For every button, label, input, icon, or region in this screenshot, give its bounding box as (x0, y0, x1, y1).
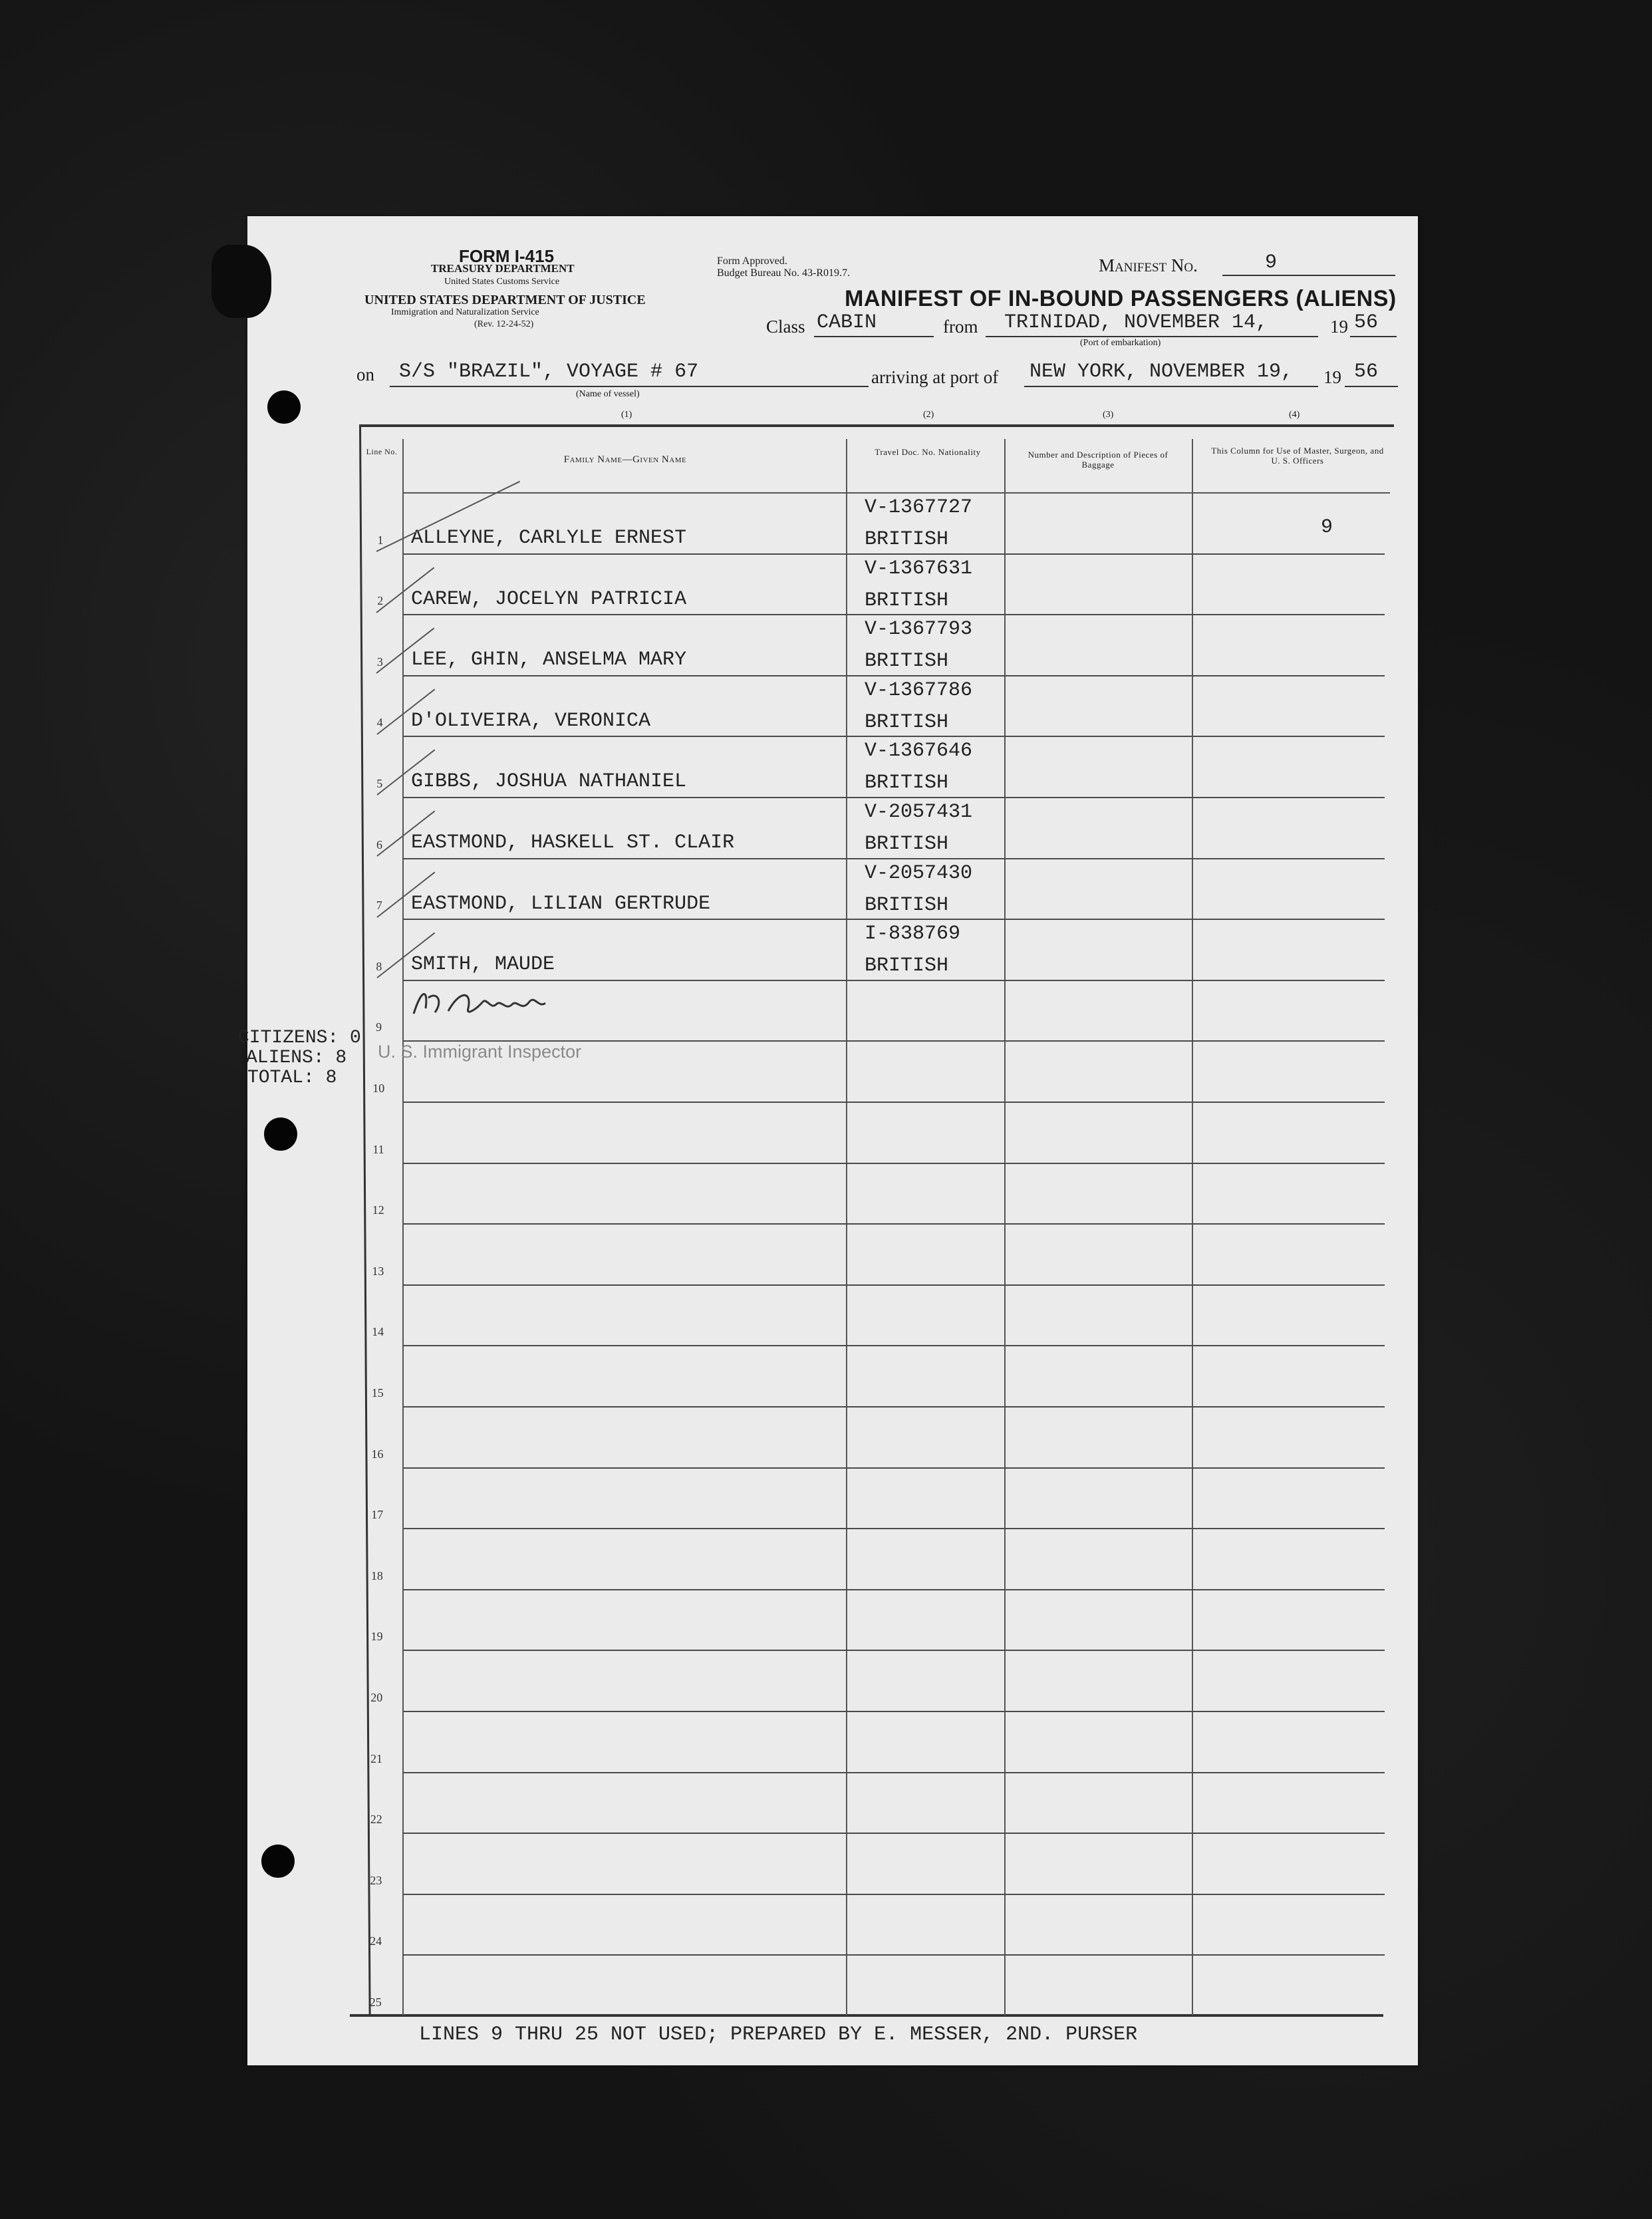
row-rule (404, 1772, 1385, 1773)
row-rule (404, 1406, 1385, 1407)
nationality: BRITISH (865, 833, 949, 855)
col-header-name: Family Name—Given Name (563, 454, 687, 465)
table-top-rule (360, 424, 1394, 427)
row-rule (404, 1954, 1385, 1956)
row-rule (404, 1163, 1385, 1164)
travel-doc-number: V-1367786 (865, 678, 973, 702)
row-rule (404, 1467, 1385, 1469)
row-rule (404, 1284, 1385, 1286)
line-number: 2 (377, 594, 384, 608)
arriving-label: arriving at port of (871, 367, 999, 387)
line-number: 17 (371, 1508, 384, 1522)
line-number: 21 (370, 1751, 382, 1765)
passenger-name: EASTMOND, HASKELL ST. CLAIR (411, 831, 735, 854)
line-number: 25 (369, 1996, 382, 2009)
col-header-travel-doc: Travel Doc. No. Nationality (875, 447, 981, 457)
col-number-2: (2) (923, 410, 934, 420)
manifest-page (247, 216, 1418, 2065)
row-rule (404, 980, 1385, 981)
line-number: 24 (370, 1934, 382, 1948)
class-value: CABIN (817, 311, 877, 334)
line-number: 3 (376, 655, 383, 668)
line-number: 14 (372, 1325, 384, 1339)
form-number: FORM I-415 (459, 246, 555, 266)
row-rule (404, 1223, 1385, 1225)
budget-bureau: Budget Bureau No. 43-R019.7. (717, 267, 850, 279)
form-approved: Form Approved. (717, 255, 787, 267)
nationality: BRITISH (865, 650, 949, 673)
year-value: 56 (1354, 311, 1379, 334)
punch-hole (264, 1117, 297, 1151)
row-rule (404, 797, 1385, 798)
officer-mark: 9 (1321, 516, 1333, 539)
line-number: 13 (372, 1264, 384, 1278)
inspector-signature (408, 982, 568, 1028)
justice-dept: UNITED STATES DEPARTMENT OF JUSTICE (364, 293, 646, 307)
manifest-title: MANIFEST OF IN-BOUND PASSENGERS (ALIENS) (845, 286, 1397, 311)
line-number: 12 (372, 1203, 384, 1217)
vessel-caption: (Name of vessel) (576, 389, 640, 399)
nationality: BRITISH (865, 528, 949, 551)
arrive-year-value: 56 (1354, 361, 1379, 383)
travel-doc-number: V-1367793 (865, 618, 973, 641)
port-embarkation-caption: (Port of embarkation) (1080, 338, 1161, 348)
travel-doc-number: V-1367727 (865, 496, 973, 519)
row-rule (404, 1528, 1385, 1529)
passenger-name: GIBBS, JOSHUA NATHANIEL (411, 770, 687, 794)
arrive-year-prefix: 19 (1323, 367, 1341, 387)
footer-note: LINES 9 THRU 25 NOT USED; PREPARED BY E. MESSER, 2ND. PURSER (419, 2023, 1138, 2046)
table-bottom-rule (350, 2014, 1383, 2017)
travel-doc-number: V-1367646 (865, 740, 973, 763)
line-number: 20 (370, 1691, 383, 1704)
nationality: BRITISH (865, 710, 949, 734)
passenger-name: CAREW, JOCELYN PATRICIA (411, 587, 687, 611)
class-label: Class (766, 317, 805, 337)
nationality: BRITISH (865, 589, 949, 612)
line-number: 22 (370, 1813, 382, 1827)
travel-doc-number: V-2057430 (865, 861, 973, 885)
ins-label: Immigration and Naturalization Service (391, 307, 539, 317)
row-rule (404, 1833, 1385, 1834)
embarkation-port: TRINIDAD, NOVEMBER 14, (1004, 311, 1268, 334)
travel-doc-number: V-1367631 (865, 557, 973, 580)
line-number: 4 (376, 716, 383, 730)
row-rule (404, 1711, 1385, 1712)
line-number: 7 (376, 899, 382, 913)
row-rule (404, 736, 1385, 737)
row-rule (404, 1650, 1385, 1651)
header-bottom-rule (404, 492, 1390, 494)
passenger-name: D'OLIVEIRA, VERONICA (411, 709, 651, 732)
row-rule (404, 614, 1385, 615)
line-number: 10 (372, 1082, 385, 1095)
row-rule (404, 1894, 1385, 1895)
row-rule (404, 553, 1385, 555)
row-rule (404, 1589, 1385, 1590)
nationality: BRITISH (865, 772, 949, 795)
citizens-total: CITIZENS: 0 (238, 1028, 361, 1048)
col-header-baggage: Number and Description of Pieces of Baggage (1028, 450, 1169, 470)
row-rule (404, 919, 1385, 920)
line-number: 11 (372, 1142, 384, 1156)
line-number: 5 (376, 777, 383, 790)
col-number-3: (3) (1103, 410, 1114, 420)
line-number: 9 (376, 1020, 382, 1034)
row-rule (404, 1345, 1385, 1346)
line-number: 6 (376, 837, 382, 851)
passenger-name: SMITH, MAUDE (411, 953, 555, 976)
manifest-label: Manifest No. (1099, 255, 1198, 275)
grand-total: TOTAL: 8 (247, 1068, 337, 1088)
treasury-dept: TREASURY DEPARTMENT (431, 262, 575, 275)
row-rule (404, 675, 1385, 676)
revision: (Rev. 12-24-52) (474, 319, 534, 329)
line-number: 15 (371, 1386, 384, 1400)
manifest-number: 9 (1265, 251, 1278, 274)
tape-mark (211, 245, 271, 318)
on-label: on (356, 365, 374, 384)
travel-doc-number: I-838769 (865, 923, 961, 946)
col-number-1: (1) (621, 410, 632, 420)
year-prefix: 19 (1330, 317, 1348, 337)
line-number: 19 (370, 1630, 383, 1644)
passenger-name: LEE, GHIN, ANSELMA MARY (411, 649, 687, 672)
line-number: 18 (370, 1568, 383, 1582)
line-number: 23 (370, 1873, 382, 1887)
row-rule (404, 858, 1385, 859)
line-number: 16 (371, 1447, 384, 1461)
passenger-name: EASTMOND, LILIAN GERTRUDE (411, 892, 711, 915)
punch-hole (261, 1845, 295, 1878)
arrival-port: NEW YORK, NOVEMBER 19, (1030, 361, 1294, 383)
aliens-total: ALIENS: 8 (246, 1048, 347, 1068)
customs-service: United States Customs Service (444, 277, 560, 287)
line-number: 8 (376, 959, 382, 973)
from-label: from (943, 317, 978, 337)
punch-hole (267, 390, 301, 424)
col-number-4: (4) (1289, 410, 1300, 420)
inspector-stamp: U. S. Immigrant Inspector (378, 1042, 582, 1062)
col-header-line: Line No. (366, 447, 398, 456)
line-number: 1 (377, 533, 384, 547)
row-rule (404, 1102, 1385, 1103)
nationality: BRITISH (865, 893, 949, 917)
col-header-officers: This Column for Use of Master, Surgeon, and U. S. Officers (1211, 446, 1384, 466)
vessel-name: S/S "BRAZIL", VOYAGE # 67 (399, 361, 699, 383)
nationality: BRITISH (865, 955, 949, 978)
travel-doc-number: V-2057431 (865, 801, 973, 823)
passenger-name: ALLEYNE, CARLYLE ERNEST (411, 527, 687, 549)
